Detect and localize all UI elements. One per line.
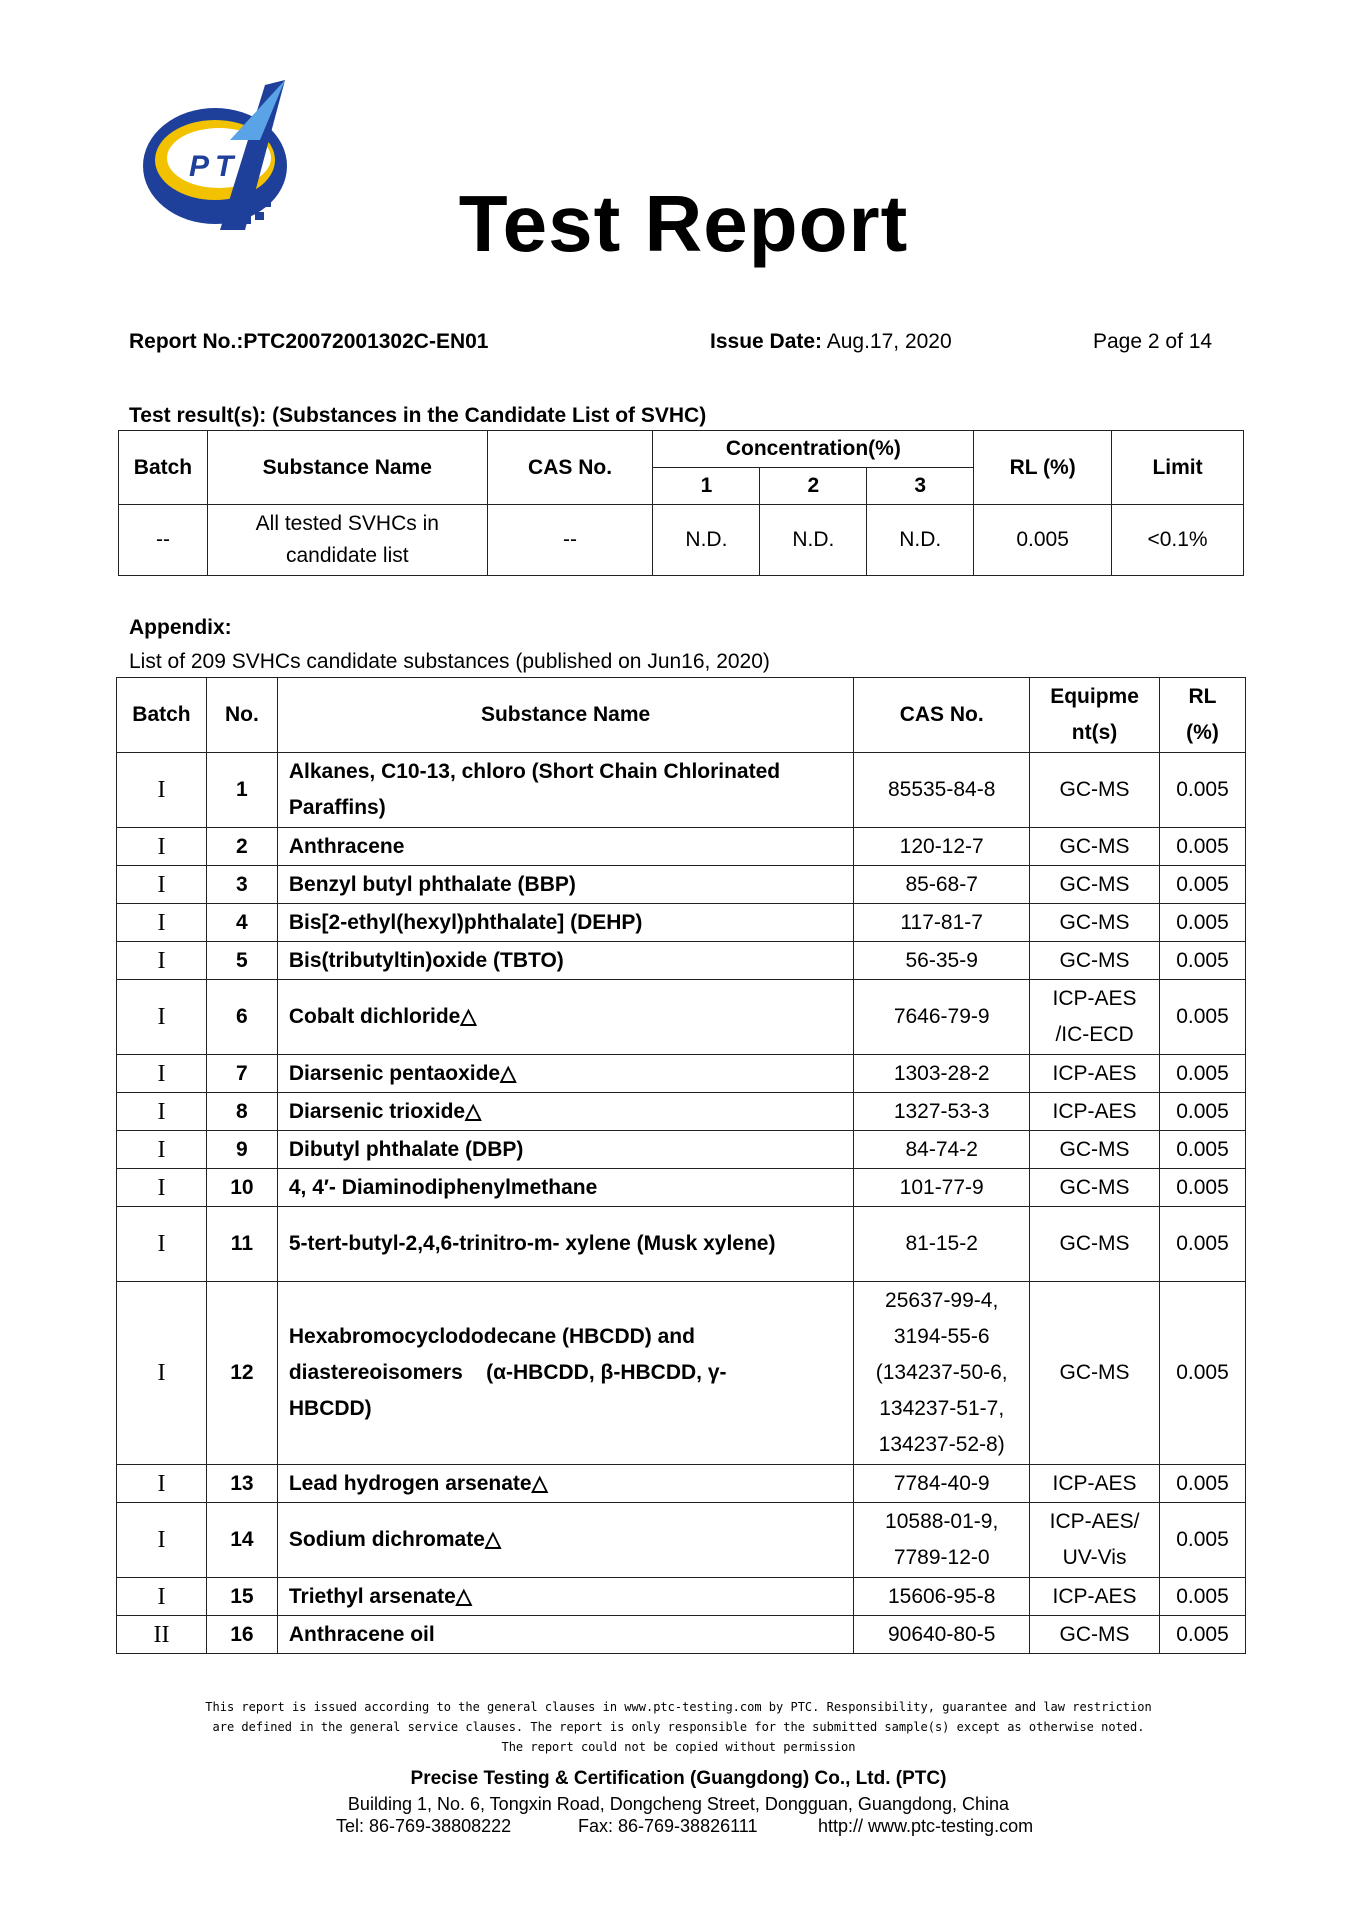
cell-cas: 7784-40-9	[854, 1465, 1030, 1503]
cell-equipment: GC-MS	[1030, 866, 1160, 904]
cell-batch: I	[117, 1282, 207, 1465]
cell-rl: 0.005	[1160, 753, 1246, 828]
table-row	[117, 866, 1246, 904]
table-row	[117, 1616, 1246, 1654]
cell-batch: I	[117, 1055, 207, 1093]
cell-substance: Anthracene	[277, 828, 853, 866]
col-no: No.	[206, 678, 277, 753]
cell-rl: 0.005	[1160, 1616, 1246, 1654]
cell-equipment: ICP-AES /IC-ECD	[1030, 980, 1160, 1055]
cell-substance: Sodium dichromate△	[277, 1503, 853, 1578]
cell-substance: Cobalt dichloride△	[277, 980, 853, 1055]
col-cas: CAS No.	[854, 678, 1030, 753]
appendix-title: Appendix:	[129, 616, 232, 639]
cell-no: 14	[206, 1503, 277, 1578]
cell-equipment: ICP-AES	[1030, 1465, 1160, 1503]
cell-batch: I	[117, 753, 207, 828]
cell-substance: 5-tert-butyl-2,4,6-trinitro-m- xylene (Musk xylene)	[277, 1207, 853, 1282]
cell-equipment: ICP-AES	[1030, 1578, 1160, 1616]
cell-no: 16	[206, 1616, 277, 1654]
cell-substance: All tested SVHCs in candidate list	[207, 505, 487, 576]
cell-substance: Diarsenic trioxide△	[277, 1093, 853, 1131]
table-row	[117, 942, 1246, 980]
cell-equipment: ICP-AES	[1030, 1093, 1160, 1131]
col-rl: RL (%)	[974, 431, 1112, 505]
cell-cas: 56-35-9	[854, 942, 1030, 980]
cell-rl: 0.005	[1160, 1578, 1246, 1616]
cell-cas: 1327-53-3	[854, 1093, 1030, 1131]
page-title: Test Report	[458, 179, 909, 268]
cell-substance: Anthracene oil	[277, 1616, 853, 1654]
cell-cas: 25637-99-4, 3194-55-6 (134237-50-6, 134237-51-7, 134237-52-8)	[854, 1282, 1030, 1465]
cell-batch: I	[117, 980, 207, 1055]
cell-cas: 85-68-7	[854, 866, 1030, 904]
cell-rl: 0.005	[1160, 866, 1246, 904]
cell-batch: I	[117, 1207, 207, 1282]
report-number: Report No.:PTC20072001302C-EN01	[129, 330, 489, 353]
cell-rl: 0.005	[1160, 1131, 1246, 1169]
fax: Fax: 86-769-38826111	[578, 1816, 758, 1836]
svhc-list-table	[116, 677, 1246, 1654]
page-number: Page 2 of 14	[1093, 330, 1213, 353]
company-address: Building 1, No. 6, Tongxin Road, Dongcheng Street, Dongguan, Guangdong, China	[347, 1794, 1010, 1814]
logo-text: PTC	[189, 150, 267, 183]
cell-cas: 120-12-7	[854, 828, 1030, 866]
col-concentration: Concentration(%)	[653, 431, 974, 468]
table-row	[117, 828, 1246, 866]
col-conc-1: 1	[653, 468, 760, 505]
cell-equipment: GC-MS	[1030, 1169, 1160, 1207]
cell-equipment: GC-MS	[1030, 942, 1160, 980]
cell-batch: I	[117, 1169, 207, 1207]
cell-batch: I	[117, 866, 207, 904]
cell-rl: 0.005	[1160, 942, 1246, 980]
cell-batch: I	[117, 904, 207, 942]
cell-substance: Alkanes, C10-13, chloro (Short Chain Chlorinated Paraffins)	[277, 753, 853, 828]
cell-batch: I	[117, 942, 207, 980]
cell-equipment: GC-MS	[1030, 904, 1160, 942]
table-row	[117, 1131, 1246, 1169]
cell-no: 2	[206, 828, 277, 866]
cell-rl: 0.005	[1160, 1055, 1246, 1093]
cell-rl: 0.005	[1160, 1465, 1246, 1503]
test-results-title: Test result(s): (Substances in the Candidate List of SVHC)	[129, 404, 707, 427]
cell-no: 15	[206, 1578, 277, 1616]
tel: Tel: 86-769-38808222	[336, 1816, 512, 1836]
col-batch: Batch	[117, 678, 207, 753]
appendix-subtitle: List of 209 SVHCs candidate substances (published on Jun16, 2020)	[129, 650, 770, 673]
table-row	[117, 904, 1246, 942]
table-row	[117, 1207, 1246, 1282]
cell-batch: I	[117, 1503, 207, 1578]
table-row	[119, 505, 1244, 576]
col-substance: Substance Name	[277, 678, 853, 753]
cell-cas: 7646-79-9	[854, 980, 1030, 1055]
cell-no: 13	[206, 1465, 277, 1503]
cell-substance: Dibutyl phthalate (DBP)	[277, 1131, 853, 1169]
cell-rl: 0.005	[1160, 1207, 1246, 1282]
cell-cas: 15606-95-8	[854, 1578, 1030, 1616]
cell-rl: 0.005	[1160, 904, 1246, 942]
cell-rl: 0.005	[1160, 980, 1246, 1055]
col-limit: Limit	[1112, 431, 1244, 505]
cell-rl: 0.005	[1160, 1093, 1246, 1131]
cell-rl: 0.005	[1160, 1282, 1246, 1465]
cell-equipment: ICP-AES	[1030, 1055, 1160, 1093]
cell-no: 5	[206, 942, 277, 980]
company-name: Precise Testing & Certification (Guangdong) Co., Ltd. (PTC)	[410, 1768, 947, 1789]
cell-substance: Bis[2-ethyl(hexyl)phthalate] (DEHP)	[277, 904, 853, 942]
table-row	[117, 753, 1246, 828]
cell-equipment: GC-MS	[1030, 1207, 1160, 1282]
cell-substance: Triethyl arsenate△	[277, 1578, 853, 1616]
cell-no: 10	[206, 1169, 277, 1207]
cell-substance: Diarsenic pentaoxide△	[277, 1055, 853, 1093]
cell-batch: I	[117, 1093, 207, 1131]
cell-cas: 1303-28-2	[854, 1055, 1030, 1093]
cell-batch: I	[117, 1465, 207, 1503]
cell-batch: I	[117, 1578, 207, 1616]
cell-cas: 101-77-9	[854, 1169, 1030, 1207]
cell-equipment: GC-MS	[1030, 1616, 1160, 1654]
cell-cas: 117-81-7	[854, 904, 1030, 942]
col-batch: Batch	[119, 431, 208, 505]
cell-batch: --	[119, 505, 208, 576]
cell-cas: 84-74-2	[854, 1131, 1030, 1169]
cell-cas: 90640-80-5	[854, 1616, 1030, 1654]
table-row	[117, 980, 1246, 1055]
cell-rl: 0.005	[1160, 1503, 1246, 1578]
table-row	[117, 1465, 1246, 1503]
cell-conc-2: N.D.	[760, 505, 867, 576]
cell-equipment: ICP-AES/ UV-Vis	[1030, 1503, 1160, 1578]
cell-no: 8	[206, 1093, 277, 1131]
table-row	[117, 1282, 1246, 1465]
table-row	[117, 1169, 1246, 1207]
col-conc-2: 2	[760, 468, 867, 505]
cell-no: 1	[206, 753, 277, 828]
cell-conc-1: N.D.	[653, 505, 760, 576]
cell-equipment: GC-MS	[1030, 753, 1160, 828]
cell-substance: Lead hydrogen arsenate△	[277, 1465, 853, 1503]
cell-batch: I	[117, 1131, 207, 1169]
cell-rl: 0.005	[974, 505, 1112, 576]
cell-cas: 10588-01-9, 7789-12-0	[854, 1503, 1030, 1578]
col-cas: CAS No.	[487, 431, 653, 505]
cell-no: 6	[206, 980, 277, 1055]
cell-cas: 85535-84-8	[854, 753, 1030, 828]
cell-substance: Hexabromocyclododecane (HBCDD) and diastereoisomers (α-HBCDD, β-HBCDD, γ- HBCDD)	[277, 1282, 853, 1465]
cell-substance: Benzyl butyl phthalate (BBP)	[277, 866, 853, 904]
cell-no: 12	[206, 1282, 277, 1465]
table-row	[117, 1055, 1246, 1093]
cell-substance: 4, 4′- Diaminodiphenylmethane	[277, 1169, 853, 1207]
cell-equipment: GC-MS	[1030, 1131, 1160, 1169]
disclaimer: This report is issued according to the general clauses in www.ptc-testing.com by PTC. Responsibility, guarantee and law restriction are defined in the general service clauses. The report is only responsible for the submitted sample(s) except as otherwise noted. The report could not be copied without permission	[205, 1700, 1152, 1754]
col-equipment: Equipme nt(s)	[1030, 678, 1160, 753]
table-row	[117, 1093, 1246, 1131]
table-row	[117, 1503, 1246, 1578]
website-link[interactable]: http:// www.ptc-testing.com	[818, 1816, 1034, 1836]
cell-no: 3	[206, 866, 277, 904]
cell-conc-3: N.D.	[867, 505, 974, 576]
cell-rl: 0.005	[1160, 1169, 1246, 1207]
cell-no: 4	[206, 904, 277, 942]
cell-no: 9	[206, 1131, 277, 1169]
cell-no: 11	[206, 1207, 277, 1282]
cell-rl: 0.005	[1160, 828, 1246, 866]
cell-equipment: GC-MS	[1030, 1282, 1160, 1465]
col-rl: RL (%)	[1160, 678, 1246, 753]
table-row	[117, 1578, 1246, 1616]
cell-limit: <0.1%	[1112, 505, 1244, 576]
cell-batch: II	[117, 1616, 207, 1654]
col-substance: Substance Name	[207, 431, 487, 505]
cell-equipment: GC-MS	[1030, 828, 1160, 866]
col-conc-3: 3	[867, 468, 974, 505]
cell-cas: --	[487, 505, 653, 576]
cell-cas: 81-15-2	[854, 1207, 1030, 1282]
cell-substance: Bis(tributyltin)oxide (TBTO)	[277, 942, 853, 980]
test-results-table	[118, 430, 1244, 576]
cell-no: 7	[206, 1055, 277, 1093]
cell-batch: I	[117, 828, 207, 866]
issue-date: Issue Date: Aug.17, 2020	[710, 330, 952, 353]
